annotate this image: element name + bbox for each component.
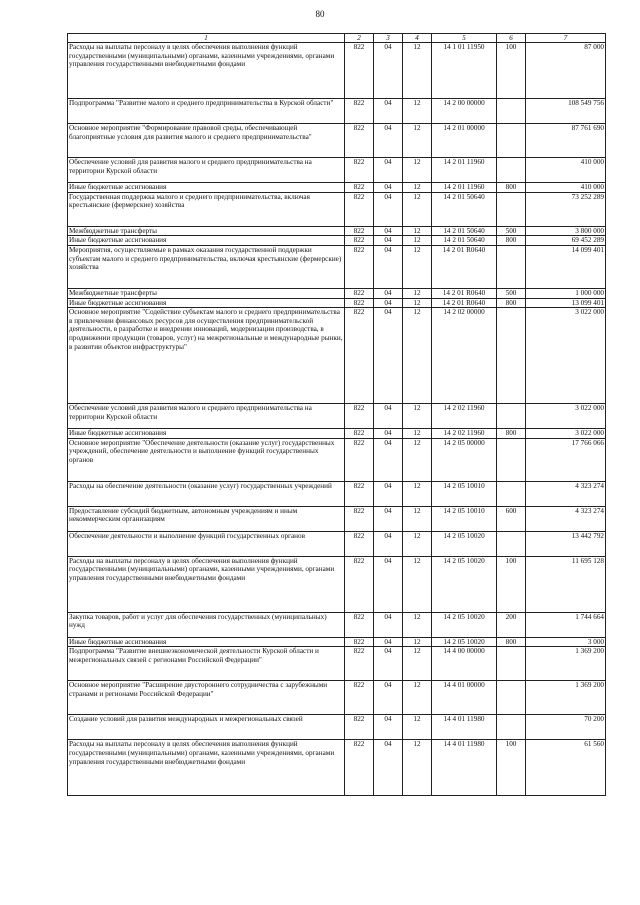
amount-cell: 3 022 000: [526, 308, 606, 404]
ved-code-cell: 822: [345, 481, 374, 506]
budget-table: [67, 33, 606, 796]
subsection-cell: 12: [403, 531, 432, 556]
name-cell: Основное мероприятие "Формирование правовой среды, обеспечивающей благоприятные условия для развития малого и среднего предпринимательства": [68, 124, 345, 158]
table-row: [68, 715, 606, 740]
amount-cell: 87 000: [526, 43, 606, 99]
section-cell: 04: [374, 681, 403, 715]
ved-code-cell: 822: [345, 288, 374, 298]
table-row: [68, 236, 606, 246]
amount-cell: 87 761 690: [526, 124, 606, 158]
name-cell: Межбюджетные трансферты: [68, 226, 345, 236]
expense-type-cell: [497, 681, 526, 715]
ved-code-cell: 822: [345, 404, 374, 429]
header-col-6: 6: [497, 34, 526, 43]
section-cell: 04: [374, 158, 403, 183]
header-col-4: 4: [403, 34, 432, 43]
expense-type-cell: 800: [497, 183, 526, 193]
ved-code-cell: 822: [345, 531, 374, 556]
expense-type-cell: 600: [497, 506, 526, 531]
subsection-cell: 12: [403, 647, 432, 681]
amount-cell: 13 099 401: [526, 298, 606, 308]
name-cell: Обеспечение условий для развития малого и среднего предпринимательства на территории Курской области: [68, 158, 345, 183]
name-cell: Расходы на обеспечение деятельности (оказание услуг) государственных учреждений: [68, 481, 345, 506]
target-article-cell: 14 2 05 10020: [432, 556, 497, 612]
amount-cell: 1 369 200: [526, 681, 606, 715]
amount-cell: 410 000: [526, 183, 606, 193]
expense-type-cell: 800: [497, 236, 526, 246]
target-article-cell: 14 2 00 00000: [432, 99, 497, 124]
name-cell: Расходы на выплаты персоналу в целях обеспечения выполнения функций государственными (муниципальными) органами, казенными учреждениями, органами управления государственными внебюджетными фондами: [68, 740, 345, 796]
table-row: [68, 226, 606, 236]
ved-code-cell: 822: [345, 245, 374, 288]
ved-code-cell: 822: [345, 429, 374, 439]
subsection-cell: 12: [403, 236, 432, 246]
expense-type-cell: [497, 192, 526, 226]
subsection-cell: 12: [403, 245, 432, 288]
amount-cell: 3 800 000: [526, 226, 606, 236]
section-cell: 04: [374, 124, 403, 158]
ved-code-cell: 822: [345, 99, 374, 124]
expense-type-cell: [497, 404, 526, 429]
amount-cell: 11 695 128: [526, 556, 606, 612]
expense-type-cell: 800: [497, 637, 526, 647]
section-cell: 04: [374, 531, 403, 556]
table-body: [68, 43, 606, 796]
amount-cell: 1 369 200: [526, 647, 606, 681]
target-article-cell: 14 2 05 10010: [432, 506, 497, 531]
ved-code-cell: 822: [345, 158, 374, 183]
section-cell: 04: [374, 192, 403, 226]
amount-cell: 13 442 792: [526, 531, 606, 556]
section-cell: 04: [374, 245, 403, 288]
amount-cell: 4 323 274: [526, 481, 606, 506]
ved-code-cell: 822: [345, 43, 374, 99]
table-row: [68, 288, 606, 298]
table-row: [68, 506, 606, 531]
subsection-cell: 12: [403, 681, 432, 715]
subsection-cell: 12: [403, 506, 432, 531]
section-cell: 04: [374, 43, 403, 99]
ved-code-cell: 822: [345, 556, 374, 612]
expense-type-cell: [497, 531, 526, 556]
expense-type-cell: [497, 438, 526, 481]
subsection-cell: 12: [403, 438, 432, 481]
subsection-cell: 12: [403, 308, 432, 404]
ved-code-cell: 822: [345, 192, 374, 226]
amount-cell: 61 560: [526, 740, 606, 796]
subsection-cell: 12: [403, 429, 432, 439]
ved-code-cell: 822: [345, 226, 374, 236]
ved-code-cell: 822: [345, 298, 374, 308]
section-cell: 04: [374, 429, 403, 439]
target-article-cell: 14 2 01 R0640: [432, 245, 497, 288]
subsection-cell: 12: [403, 715, 432, 740]
name-cell: Основное мероприятие "Расширение двустороннего сотрудничества с зарубежными странами и регионами Российской Федерации": [68, 681, 345, 715]
target-article-cell: 14 4 01 11980: [432, 715, 497, 740]
target-article-cell: 14 2 01 11960: [432, 158, 497, 183]
amount-cell: 70 200: [526, 715, 606, 740]
expense-type-cell: 500: [497, 288, 526, 298]
table-row: [68, 308, 606, 404]
subsection-cell: 12: [403, 556, 432, 612]
section-cell: 04: [374, 740, 403, 796]
amount-cell: 410 000: [526, 158, 606, 183]
section-cell: 04: [374, 298, 403, 308]
amount-cell: 1 744 664: [526, 612, 606, 637]
expense-type-cell: [497, 124, 526, 158]
ved-code-cell: 822: [345, 681, 374, 715]
target-article-cell: 14 2 02 11960: [432, 404, 497, 429]
target-article-cell: 14 2 05 10020: [432, 531, 497, 556]
table-row: [68, 298, 606, 308]
target-article-cell: 14 2 01 R0640: [432, 298, 497, 308]
table-row: [68, 637, 606, 647]
subsection-cell: 12: [403, 124, 432, 158]
section-cell: 04: [374, 647, 403, 681]
target-article-cell: 14 2 05 10020: [432, 612, 497, 637]
name-cell: Мероприятия, осуществляемые в рамках оказания государственной поддержки субъектам малого и среднего предпринимательства, включая крестьянские (фермерские) хозяйства: [68, 245, 345, 288]
expense-type-cell: 500: [497, 226, 526, 236]
target-article-cell: 14 2 05 10010: [432, 481, 497, 506]
expense-type-cell: 800: [497, 298, 526, 308]
table-row: [68, 681, 606, 715]
page-number: 80: [315, 9, 325, 19]
amount-cell: 3 022 000: [526, 404, 606, 429]
section-cell: 04: [374, 715, 403, 740]
name-cell: Закупка товаров, работ и услуг для обеспечения государственных (муниципальных) нужд: [68, 612, 345, 637]
table-row: [68, 740, 606, 796]
expense-type-cell: [497, 245, 526, 288]
target-article-cell: 14 4 00 00000: [432, 647, 497, 681]
table-row: [68, 245, 606, 288]
section-cell: 04: [374, 612, 403, 637]
table-row: [68, 124, 606, 158]
target-article-cell: 14 2 01 R0640: [432, 288, 497, 298]
ved-code-cell: 822: [345, 308, 374, 404]
expense-type-cell: [497, 647, 526, 681]
target-article-cell: 14 2 01 50640: [432, 192, 497, 226]
target-article-cell: 14 2 05 10020: [432, 637, 497, 647]
name-cell: Основное мероприятие "Обеспечение деятельности (оказание услуг) государственных учреждений, обеспечение деятельности и выполнение функций государственных органов: [68, 438, 345, 481]
table-row: [68, 158, 606, 183]
table-row: [68, 43, 606, 99]
name-cell: Расходы на выплаты персоналу в целях обеспечения выполнения функций государственными (муниципальными) органами, казенными учреждениями, органами управления государственными внебюджетными фондами: [68, 556, 345, 612]
amount-cell: 14 099 401: [526, 245, 606, 288]
section-cell: 04: [374, 99, 403, 124]
ved-code-cell: 822: [345, 647, 374, 681]
name-cell: Государственная поддержка малого и среднего предпринимательства, включая крестьянские (фермерские) хозяйства: [68, 192, 345, 226]
section-cell: 04: [374, 404, 403, 429]
subsection-cell: 12: [403, 637, 432, 647]
expense-type-cell: [497, 481, 526, 506]
expense-type-cell: [497, 715, 526, 740]
amount-cell: 73 252 289: [526, 192, 606, 226]
amount-cell: 4 323 274: [526, 506, 606, 531]
header-col-2: 2: [345, 34, 374, 43]
expense-type-cell: [497, 158, 526, 183]
amount-cell: 3 022 000: [526, 429, 606, 439]
table-row: [68, 99, 606, 124]
target-article-cell: 14 2 01 11960: [432, 183, 497, 193]
expense-type-cell: 100: [497, 740, 526, 796]
subsection-cell: 12: [403, 612, 432, 637]
expense-type-cell: [497, 308, 526, 404]
name-cell: Иные бюджетные ассигнования: [68, 298, 345, 308]
section-cell: 04: [374, 308, 403, 404]
header-col-3: 3: [374, 34, 403, 43]
subsection-cell: 12: [403, 183, 432, 193]
amount-cell: 108 549 756: [526, 99, 606, 124]
section-cell: 04: [374, 438, 403, 481]
subsection-cell: 12: [403, 158, 432, 183]
name-cell: Иные бюджетные ассигнования: [68, 429, 345, 439]
table-row: [68, 647, 606, 681]
section-cell: 04: [374, 556, 403, 612]
section-cell: 04: [374, 481, 403, 506]
table-row: [68, 556, 606, 612]
expense-type-cell: 100: [497, 43, 526, 99]
amount-cell: 17 766 066: [526, 438, 606, 481]
subsection-cell: 12: [403, 288, 432, 298]
subsection-cell: 12: [403, 740, 432, 796]
target-article-cell: 14 2 05 00000: [432, 438, 497, 481]
section-cell: 04: [374, 288, 403, 298]
subsection-cell: 12: [403, 43, 432, 99]
target-article-cell: 14 2 01 00000: [432, 124, 497, 158]
section-cell: 04: [374, 637, 403, 647]
section-cell: 04: [374, 183, 403, 193]
subsection-cell: 12: [403, 481, 432, 506]
section-cell: 04: [374, 226, 403, 236]
table-row: [68, 531, 606, 556]
table-row: [68, 429, 606, 439]
ved-code-cell: 822: [345, 124, 374, 158]
target-article-cell: 14 2 02 00000: [432, 308, 497, 404]
ved-code-cell: 822: [345, 506, 374, 531]
ved-code-cell: 822: [345, 637, 374, 647]
table-header-row: [68, 34, 606, 43]
header-col-1: 1: [68, 34, 345, 43]
expense-type-cell: 800: [497, 429, 526, 439]
table-row: [68, 183, 606, 193]
amount-cell: 1 000 000: [526, 288, 606, 298]
expense-type-cell: 100: [497, 556, 526, 612]
name-cell: Создание условий для развития международных и межрегиональных связей: [68, 715, 345, 740]
name-cell: Подпрограмма "Развитие малого и среднего предпринимательства в Курской области": [68, 99, 345, 124]
name-cell: Расходы на выплаты персоналу в целях обеспечения выполнения функций государственными (муниципальными) органами, казенными учреждениями, органами управления государственными внебюджетными фондами: [68, 43, 345, 99]
ved-code-cell: 822: [345, 438, 374, 481]
ved-code-cell: 822: [345, 236, 374, 246]
header-col-7: 7: [526, 34, 606, 43]
table-row: [68, 192, 606, 226]
header-col-5: 5: [432, 34, 497, 43]
target-article-cell: 14 2 01 50640: [432, 226, 497, 236]
subsection-cell: 12: [403, 192, 432, 226]
target-article-cell: 14 2 01 50640: [432, 236, 497, 246]
table-row: [68, 438, 606, 481]
table-row: [68, 481, 606, 506]
subsection-cell: 12: [403, 404, 432, 429]
amount-cell: 69 452 289: [526, 236, 606, 246]
section-cell: 04: [374, 236, 403, 246]
subsection-cell: 12: [403, 99, 432, 124]
name-cell: Иные бюджетные ассигнования: [68, 637, 345, 647]
subsection-cell: 12: [403, 226, 432, 236]
name-cell: Обеспечение условий для развития малого и среднего предпринимательства на территории Курской области: [68, 404, 345, 429]
name-cell: Подпрограмма "Развитие внешнеэкономической деятельности Курской области и межрегиональных связей с регионами Российской Федерации": [68, 647, 345, 681]
target-article-cell: 14 4 01 00000: [432, 681, 497, 715]
ved-code-cell: 822: [345, 715, 374, 740]
name-cell: Иные бюджетные ассигнования: [68, 236, 345, 246]
expense-type-cell: [497, 99, 526, 124]
ved-code-cell: 822: [345, 183, 374, 193]
target-article-cell: 14 2 02 11960: [432, 429, 497, 439]
section-cell: 04: [374, 506, 403, 531]
name-cell: Обеспечение деятельности и выполнение функций государственных органов: [68, 531, 345, 556]
ved-code-cell: 822: [345, 740, 374, 796]
name-cell: Иные бюджетные ассигнования: [68, 183, 345, 193]
ved-code-cell: 822: [345, 612, 374, 637]
expense-type-cell: 200: [497, 612, 526, 637]
name-cell: Предоставление субсидий бюджетным, автономным учреждениям и иным некоммерческим организациям: [68, 506, 345, 531]
table-row: [68, 612, 606, 637]
name-cell: Основное мероприятие "Содействие субъектам малого и среднего предпринимательства в привлечении финансовых ресурсов для осуществления предпринимательской деятельности, в разработке и внедрении инноваций, модернизации производства, в продвижении продукции (товаров, услуг) на межрегиональные и международные рынки, в развитии объектов инфраструктуры": [68, 308, 345, 404]
target-article-cell: 14 4 01 11980: [432, 740, 497, 796]
amount-cell: 3 000: [526, 637, 606, 647]
target-article-cell: 14 1 01 11950: [432, 43, 497, 99]
subsection-cell: 12: [403, 298, 432, 308]
name-cell: Межбюджетные трансферты: [68, 288, 345, 298]
table-row: [68, 404, 606, 429]
